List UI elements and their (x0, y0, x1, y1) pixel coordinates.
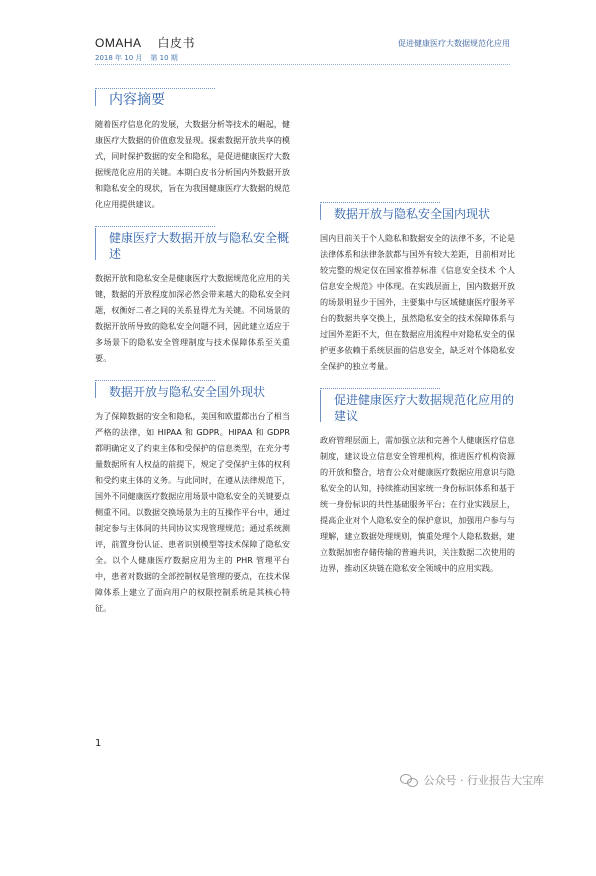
brand-name: OMAHA (95, 36, 142, 50)
wechat-icon (400, 773, 418, 787)
section-title-domestic: 数据开放与隐私安全国内现状 (320, 206, 515, 222)
right-column (320, 206, 515, 594)
running-title: 促进健康医疗大数据规范化应用 (398, 39, 510, 48)
section-suggestion (320, 392, 515, 576)
section-text-foreign: 为了保障数据的安全和隐私，美国和欧盟都出台了相当严格的法律，如 HIPAA 和 GDPR。HIPAA 和 GDPR 都明确定义了约束主体和受保护的信息类型，在充分考量数据所有人权益的前提下，规定了受保护主体的权利和受约束主体的义务。与此同时，在遵从法律规范下，国外不同健康医疗数据应用场景中隐私安全的关键要点侧重不同。以数据交换场景为主的互操作平台中，通过制定参与主体间的共同协议实现管理规范；通过系统测评，前置身份认证、患者识别模型等技术保障了隐私安全。以个人健康医疗数据应用为主的 PHR 管理平台中，患者对数据的全部控制权是管理的要点，在技术保障体系上建立了面向用户的权限控制系统是其核心特征。 (95, 411, 290, 613)
section-text-suggestion: 政府管理层面上，需加强立法和完善个人健康医疗信息制度，建议设立信息安全管理机构，推进医疗机构资源的开放和整合，培育公众对健康医疗数据应用意识与隐私安全的认知，持续推动国家统一身份标识体系和基于统一身份标识的共性基础服务平台；在行业实践层上，提高企业对个人隐私安全的保护意识，加强用户参与与理解，建立数据处理规则，慎重处理个人隐私数据，建立数据加密存储传输的普遍共识，关注数据二次使用的边界，推动区块链在隐私安全领域中的应用实践。 (320, 435, 515, 573)
brand-line (95, 34, 195, 51)
header-left (95, 34, 195, 63)
issue-line (95, 53, 195, 63)
section-foreign (95, 384, 290, 858)
section-title-foreign: 数据开放与隐私安全国外现状 (95, 384, 290, 400)
section-title-overview: 健康医疗大数据开放与隐私安全概述 (95, 230, 290, 262)
section-text-overview: 数据开放和隐私安全是健康医疗大数据规范化应用的关键，数据的开放程度加深必然会带来越大的隐私安全问题，权衡好二者之间的关系显得尤为关键。不同场景的数据开放所导致的隐私安全问题不同，因此建立适应于多场景下的隐私安全管理制度与技术保障体系至关重要。 (95, 273, 290, 363)
header-divider (95, 64, 510, 65)
section-text-domestic: 国内目前关于个人隐私和数据安全的法律不多，不论是法律体系和法律条款都与国外有较大差距，目前相对比较完整的规定仅在国家推荐标准《信息安全技术 个人信息安全规范》中体现。在实践层面上，国内数据开放的场景明显少于国外，主要集中与区域健康医疗服务平台的数据共享交换上，虽然隐私安全的技术保障体系与过国外差距不大，但在数据应用流程中对隐私安全的保护更多依赖于系统层面的信息安全，缺乏对个体隐私安全保护的独立考量。 (320, 233, 515, 371)
section-title-abstract: 内容摘要 (95, 92, 290, 108)
section-abstract (95, 92, 290, 212)
section-overview (95, 230, 290, 366)
left-column (95, 92, 290, 876)
doc-type: 白皮书 (157, 36, 196, 50)
page-number: 1 (95, 738, 102, 749)
section-domestic (320, 206, 515, 374)
issue-date: 2018 年 10 月 (95, 54, 143, 62)
section-title-suggestion: 促进健康医疗大数据规范化应用的建议 (320, 392, 515, 424)
issue-number: 第 10 期 (150, 54, 178, 62)
watermark (400, 772, 545, 788)
watermark-text: 公众号 · 行业报告大宝库 (423, 774, 544, 787)
section-text-abstract: 随着医疗信息化的发展，大数据分析等技术的崛起，健康医疗大数据的价值愈发显现。探索数据开放共享的模式，同时保护数据的安全和隐私，是促进健康医疗大数据规范化应用的关键。本期白皮书分析国内外数据开放和隐私安全的现状，旨在为我国健康医疗大数据的规范化应用提供建议。 (95, 119, 290, 209)
